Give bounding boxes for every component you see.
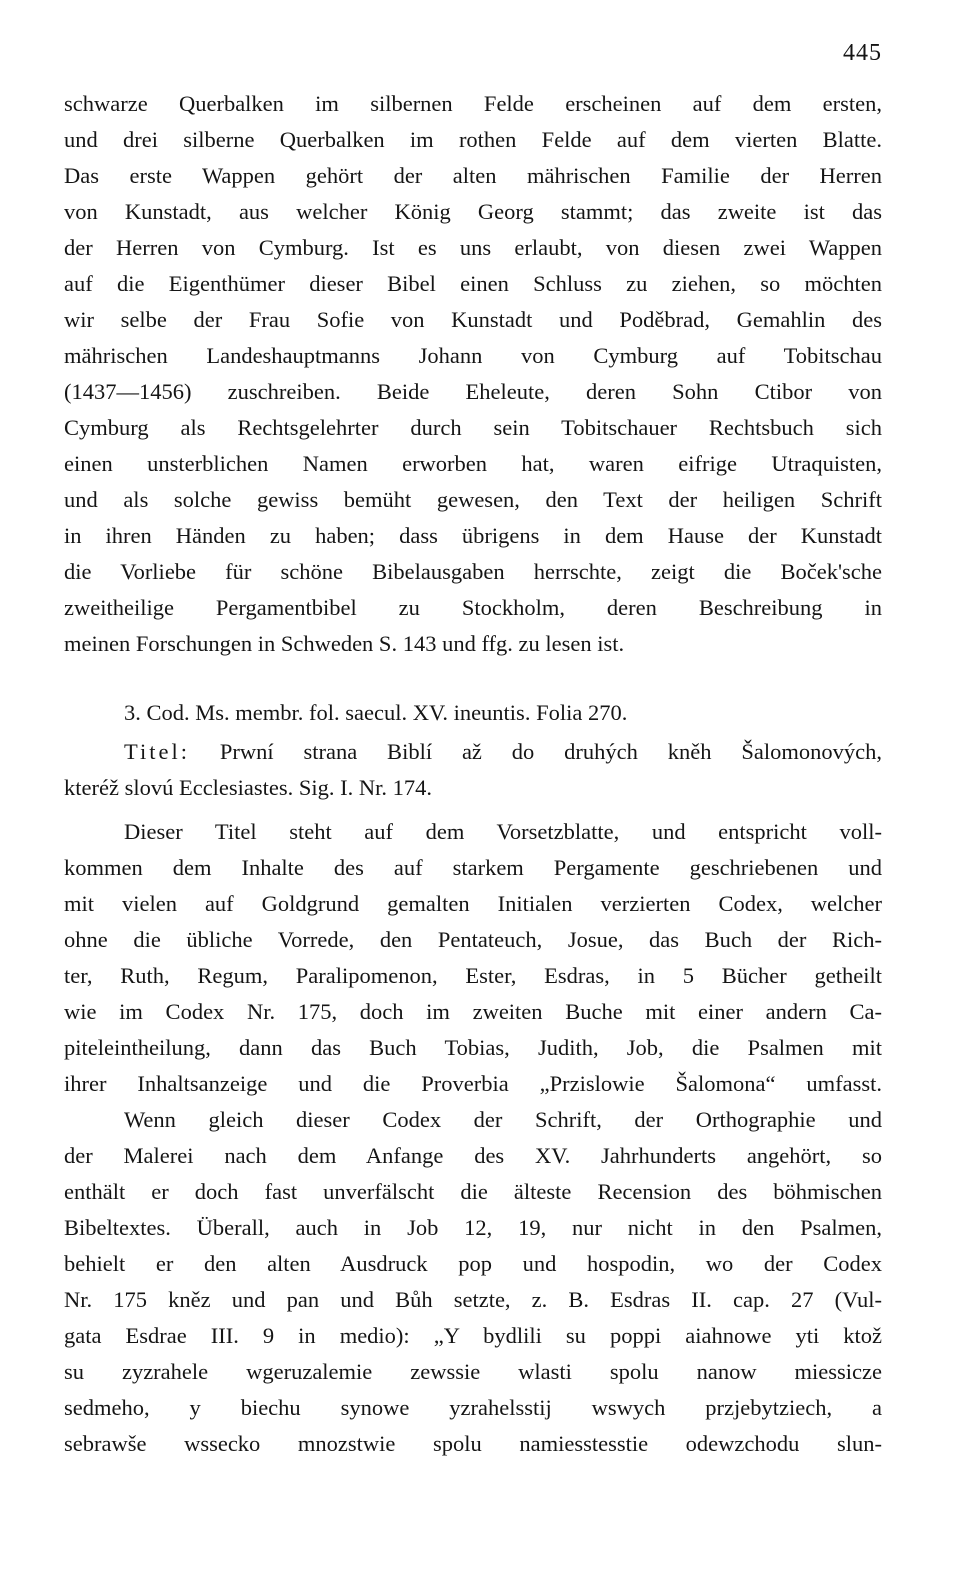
text-line: behielt er den alten Ausdruck pop und hospodin, wo der Codex	[64, 1251, 882, 1276]
text-line: und als solche gewiss bemüht gewesen, den Text der heiligen Schrift	[64, 487, 882, 512]
text-line: sebrawše wssecko mnozstwie spolu namiesstesstie odewzchodu slun-	[64, 1431, 882, 1456]
text-line: meinen Forschungen in Schweden S. 143 und ffg. zu lesen ist.	[64, 631, 625, 656]
text-line: Bibeltextes. Überall, auch in Job 12, 19, nur nicht in den Psalmen,	[64, 1215, 882, 1240]
text-line: von Kunstadt, aus welcher König Georg stammt; das zweite ist das	[64, 199, 882, 224]
entry-heading: 3. Cod. Ms. membr. fol. saecul. XV. ineuntis. Folia 270.	[124, 700, 628, 725]
text-line: Das erste Wappen gehört der alten mährischen Familie der Herren	[64, 163, 882, 188]
document-page	[64, 40, 882, 1560]
text-line: einen unsterblichen Namen erworben hat, waren eifrige Utraquisten,	[64, 451, 882, 476]
title-block	[64, 734, 882, 806]
text-line: schwarze Querbalken im silbernen Felde erscheinen auf dem ersten,	[64, 91, 882, 116]
paragraph-3	[64, 1102, 882, 1462]
title-text: Prwní strana Biblí až do druhých kněh Šalomonových,	[189, 739, 882, 764]
text-line: Dieser Titel steht auf dem Vorsetzblatte, und entspricht voll-	[124, 819, 882, 844]
text-line: gata Esdrae III. 9 in medio): „Y bydlili su poppi aiahnowe yti ktož	[64, 1323, 882, 1348]
text-line: ohne die übliche Vorrede, den Pentateuch, Josue, das Buch der Rich-	[64, 927, 882, 952]
text-line: kommen dem Inhalte des auf starkem Pergamente geschriebenen und	[64, 855, 882, 880]
text-line: wir selbe der Frau Sofie von Kunstadt und Poděbrad, Gemahlin des	[64, 307, 882, 332]
page-number: 445	[843, 40, 882, 66]
text-line: zweitheilige Pergamentbibel zu Stockholm, deren Beschreibung in	[64, 595, 882, 620]
title-line: kteréž slovú Ecclesiastes. Sig. I. Nr. 174.	[64, 775, 433, 800]
text-line: wie im Codex Nr. 175, doch im zweiten Buche mit einer andern Ca-	[64, 999, 882, 1024]
text-line: enthält er doch fast unverfälscht die älteste Recension des böhmischen	[64, 1179, 882, 1204]
entry-heading-block	[64, 694, 882, 732]
text-line: ihrer Inhaltsanzeige und die Proverbia „Przislowie Šalomona“ umfasst.	[64, 1071, 882, 1096]
text-line: piteleintheilung, dann das Buch Tobias, Judith, Job, die Psalmen mit	[64, 1035, 882, 1060]
text-line: Nr. 175 kněz und pan und Bůh setzte, z. B. Esdras II. cap. 27 (Vul-	[64, 1287, 882, 1312]
text-line: Wenn gleich dieser Codex der Schrift, der Orthographie und	[124, 1107, 882, 1132]
text-line: der Malerei nach dem Anfange des XV. Jahrhunderts angehört, so	[64, 1143, 882, 1168]
text-line: Cymburg als Rechtsgelehrter durch sein Tobitschauer Rechtsbuch sich	[64, 415, 882, 440]
text-line: (1437—1456) zuschreiben. Beide Eheleute, deren Sohn Ctibor von	[64, 379, 882, 404]
title-line	[64, 734, 882, 770]
text-line: mit vielen auf Goldgrund gemalten Initialen verzierten Codex, welcher	[64, 891, 882, 916]
text-line: sedmeho, y biechu synowe yzrahelsstij wswych przjebytziech, a	[64, 1395, 882, 1420]
text-line: und drei silberne Querbalken im rothen Felde auf dem vierten Blatte.	[64, 127, 882, 152]
text-line: auf die Eigenthümer dieser Bibel einen Schluss zu ziehen, so möchten	[64, 271, 882, 296]
text-line: die Vorliebe für schöne Bibelausgaben herrschte, zeigt die Boček'sche	[64, 559, 882, 584]
text-line: su zyzrahele wgeruzalemie zewssie wlasti spolu nanow miessicze	[64, 1359, 882, 1384]
paragraph-2	[64, 814, 882, 1102]
text-line: in ihren Händen zu haben; dass übrigens in dem Hause der Kunstadt	[64, 523, 882, 548]
text-line: der Herren von Cymburg. Ist es uns erlaubt, von diesen zwei Wappen	[64, 235, 882, 260]
title-label: Titel:	[124, 739, 190, 764]
text-line: ter, Ruth, Regum, Paralipomenon, Ester, Esdras, in 5 Bücher getheilt	[64, 963, 882, 988]
paragraph-1	[64, 86, 882, 662]
text-line: mährischen Landeshauptmanns Johann von Cymburg auf Tobitschau	[64, 343, 882, 368]
